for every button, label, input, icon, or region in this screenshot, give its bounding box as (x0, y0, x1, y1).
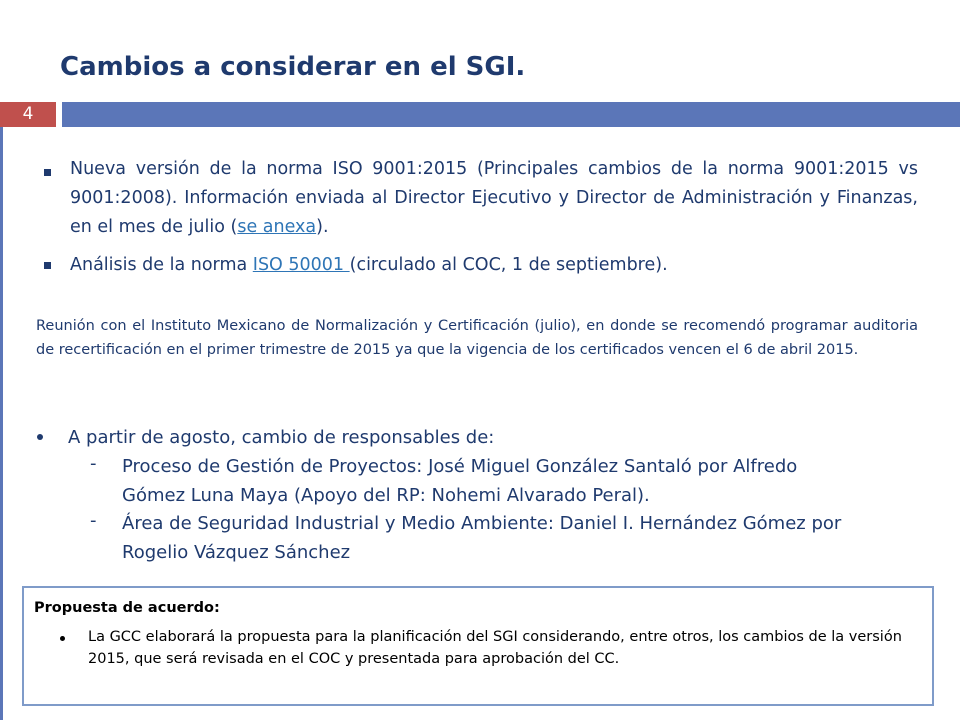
square-bullet-icon (44, 262, 51, 269)
bullet-iso50001 (70, 251, 918, 280)
bullet-iso50001-text-end: (circulado al COC, 1 de septiembre). (349, 255, 668, 275)
changes-intro: A partir de agosto, cambio de responsables de: (68, 427, 495, 448)
proposal-box (22, 586, 934, 706)
proposal-title: Propuesta de acuerdo: (34, 600, 220, 616)
change-item-2-line2: Rogelio Vázquez Sánchez (122, 542, 351, 563)
iso-50001-link[interactable]: ISO 50001 (252, 255, 350, 275)
round-bullet-icon (60, 636, 65, 641)
round-bullet-icon (37, 434, 43, 440)
left-rule (0, 127, 3, 720)
change-item-1-line1: Proceso de Gestión de Proyectos: José Miguel González Santaló por Alfredo (122, 456, 798, 477)
dash-bullet: - (90, 510, 97, 531)
se-anexa-link[interactable]: se anexa (237, 217, 317, 237)
square-bullet-icon (44, 169, 51, 176)
meeting-paragraph: Reunión con el Instituto Mexicano de Normalización y Certificación (julio), en donde se recomendó programar auditoria de recertificación en el primer trimestre de 2015 ya que la vigencia de los certificados vencen el 6 de abril 2015. (36, 318, 918, 358)
page-number-badge (0, 102, 56, 127)
bullet-iso9001-text-end: ). (316, 217, 329, 237)
bullet-iso50001-text: Análisis de la norma (70, 255, 253, 275)
slide-title: Cambios a considerar en el SGI. (60, 52, 526, 82)
change-item-2-line1: Área de Seguridad Industrial y Medio Ambiente: Daniel I. Hernández Gómez por (122, 513, 842, 534)
change-item-1-line2: Gómez Luna Maya (Apoyo del RP: Nohemi Alvarado Peral). (122, 485, 650, 506)
dash-bullet: - (90, 453, 97, 474)
header-bar (62, 102, 960, 127)
proposal-text: La GCC elaborará la propuesta para la planificación del SGI considerando, entre otros, los cambios de la versión 2015, que será revisada en el COC y presentada para aprobación del CC. (88, 629, 902, 667)
bullet-iso9001 (70, 155, 918, 242)
bullet-iso9001-text: Nueva versión de la norma ISO 9001:2015 (Principales cambios de la norma 9001:2015 vs 9001:2008). Información enviada al Director Ejecutivo y Director de Administración y Finanzas, en el mes de julio ( (70, 159, 918, 237)
page-number: 4 (22, 104, 34, 124)
